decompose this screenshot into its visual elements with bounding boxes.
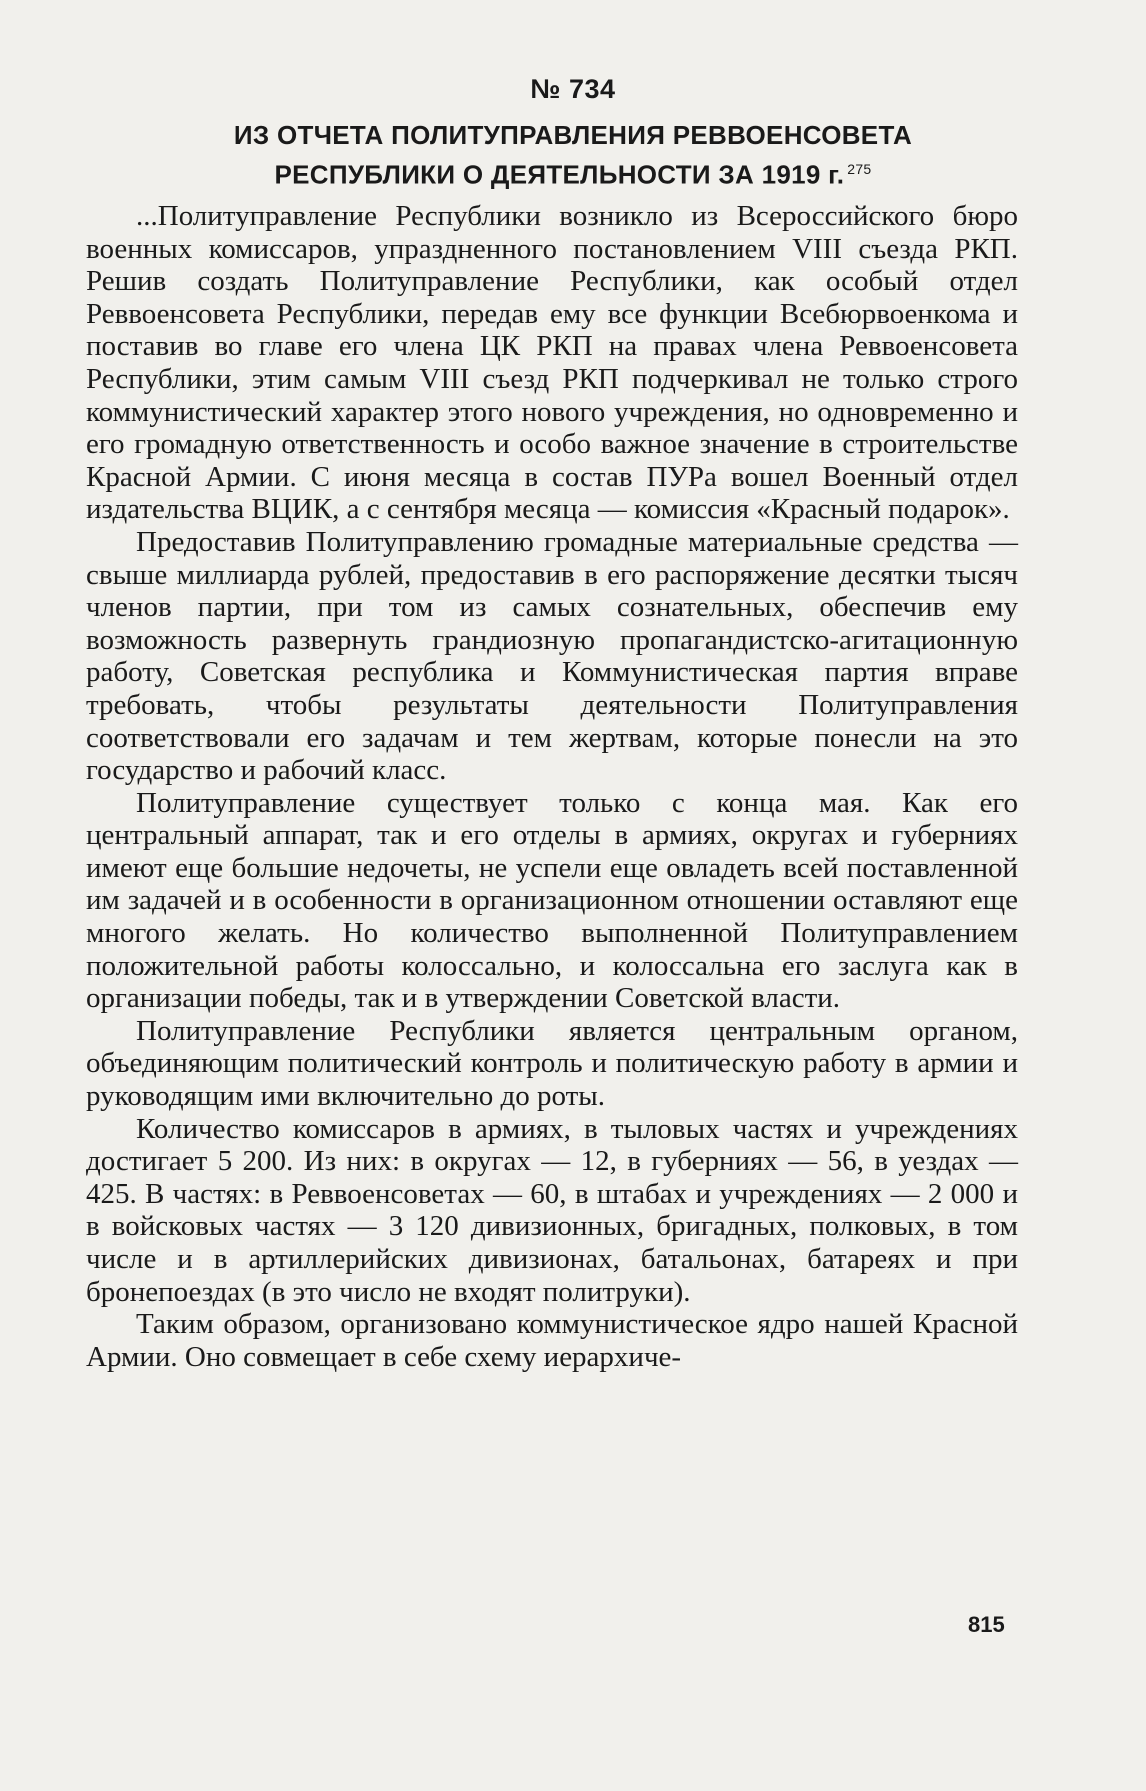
paragraph-6: Таким образом, организовано коммунистическое ядро нашей Красной Армии. Оно совмещает в себе схему иерархиче- <box>86 1308 1018 1373</box>
footnote-reference: 275 <box>847 161 872 177</box>
paragraph-1: ...Политуправление Республики возникло из Всероссийского бюро военных комиссаров, упраздненного постановлением VIII съезда РКП. Решив создать Политуправление Республики, как особый отдел Реввоенсовета Республики, передав ему все функции Всебюрвоенкома и поставив во главе его члена ЦК РКП на правах члена Реввоенсовета Республики, этим самым VIII съезд РКП подчеркивал не только строго коммунистический характер этого нового учреждения, но одновременно и его громадную ответственность и особо важное значение в строительстве Красной Армии. С июня месяца в состав ПУРа вошел Военный отдел издательства ВЦИК, а с сентября месяца — комиссия «Красный подарок». <box>86 200 1018 526</box>
title-line-1: ИЗ ОТЧЕТА ПОЛИТУПРАВЛЕНИЯ РЕВВОЕНСОВЕТА <box>233 120 913 150</box>
document-number: № 734 <box>530 74 616 104</box>
title-line-2: РЕСПУБЛИКИ О ДЕЯТЕЛЬНОСТИ ЗА 1919 г. <box>274 159 845 190</box>
paragraph-2: Предоставив Политуправлению громадные материальные средства — свыше миллиарда рублей, предоставив в его распоряжение десятки тысяч членов партии, при том из самых сознательных, обеспечив ему возможность развернуть грандиозную пропагандистско-агитационную работу, Советская республика и Коммунистическая партия вправе требовать, чтобы результаты деятельности Политуправления соответствовали его задачам и тем жертвам, которые понесли на это государство и рабочий класс. <box>86 525 1018 787</box>
paragraph-5: Количество комиссаров в армиях, в тыловых частях и учреждениях достигает 5 200. Из них: в округах — 12, в губерниях — 56, в уездах — 425. В частях: в Реввоенсоветах — 60, в штабах и учреждениях — 2 000 и в войсковых частях — 3 120 дивизионных, бригадных, полковых, в том числе и в артиллерийских дивизионах, батальонах, батареях и при бронепоездах (в это число не входят политруки). <box>86 1112 1018 1308</box>
paragraph-4: Политуправление Республики является центральным органом, объединяющим политический контроль и политическую работу в армии и руководящим ими включительно до роты. <box>86 1014 1018 1113</box>
document-body <box>86 200 1018 1373</box>
document-title <box>90 118 1056 192</box>
page-number: 815 <box>968 1612 1005 1637</box>
paragraph-3: Политуправление существует только с конца мая. Как его центральный аппарат, так и его отделы в армиях, округах и губерниях имеют еще большие недочеты, не успели еще овладеть всей поставленной им задачей и в особенности в организационном отношении оставляют еще многого желать. Но количество выполненной Политуправлением положительной работы колоссально, и колоссальна его заслуга как в организации победы, так и в утверждении Советской власти. <box>86 786 1018 1015</box>
